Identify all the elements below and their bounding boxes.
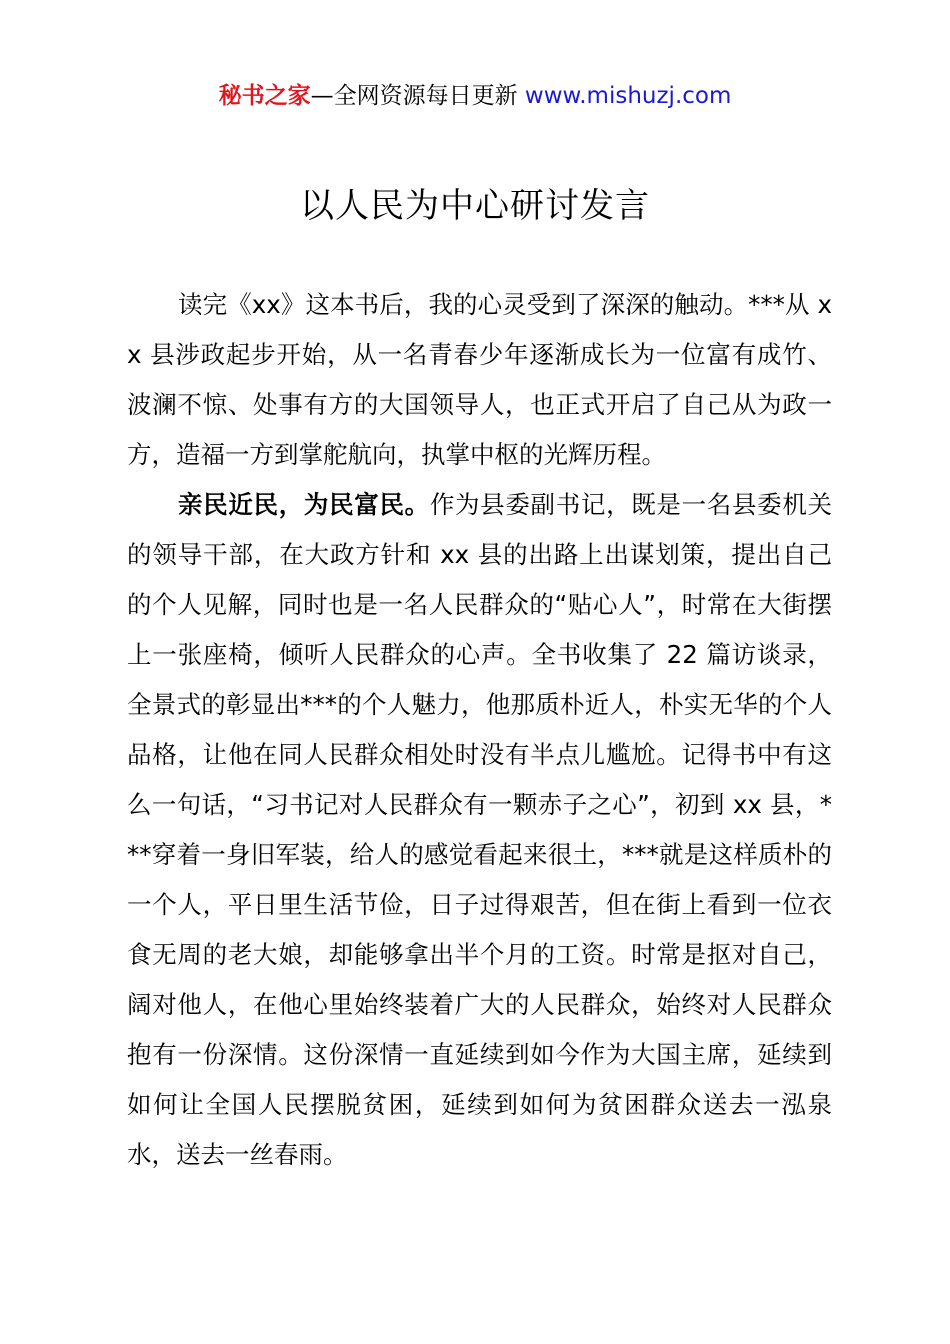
site-header [0,80,950,112]
paragraph-lead: 亲民近民，为民富民。 [178,490,430,519]
paragraph-intro [127,280,832,480]
paragraph-text: 作为县委副书记，既是一名县委机关的领导干部，在大政方针和 xx 县的出路上出谋划策，提出自己的个人见解，同时也是一名人民群众的“贴心人”，时常在大街摆上一张座椅，倾听人民群众的心声。全书收集了 22 篇访谈录，全景式的彰显出***的个人魅力，他那质朴近人，朴实无华的个人品格，让他在同人民群众相处时没有半点儿尴尬。记得书中有这么一句话，“习书记对人民群众有一颗赤子之心”，初到 xx 县，***穿着一身旧军装，给人的感觉看起来很土，***就是这样质朴的一个人，平日里生活节俭，日子过得艰苦，但在街上看到一位衣食无周的老大娘，却能够拿出半个月的工资。时常是抠对自己，阔对他人，在他心里始终装着广大的人民群众，始终对人民群众抱有一份深情。这份深情一直延续到如今作为大国主席，延续到如何让全国人民摆脱贫困，延续到如何为贫困群众送去一泓泉水，送去一丝春雨。 [127,490,833,1169]
paragraph-text: 读完《xx》这本书后，我的心灵受到了深深的触动。***从 xx 县涉政起步开始，从一名青春少年逐渐成长为一位富有成竹、波澜不惊、处事有方的大国领导人，也正式开启了自己从为政一方，造福一方到掌舵航向，执掌中枢的光辉历程。 [127,290,832,469]
document-body [127,280,832,1180]
site-url-link[interactable]: www.mishuzj.com [524,83,732,109]
brand-name: 秘书之家 [218,83,311,109]
site-tagline: —全网资源每日更新 [310,83,525,109]
paragraph-main [127,480,832,1180]
document-title: 以人民为中心研讨发言 [300,186,650,226]
